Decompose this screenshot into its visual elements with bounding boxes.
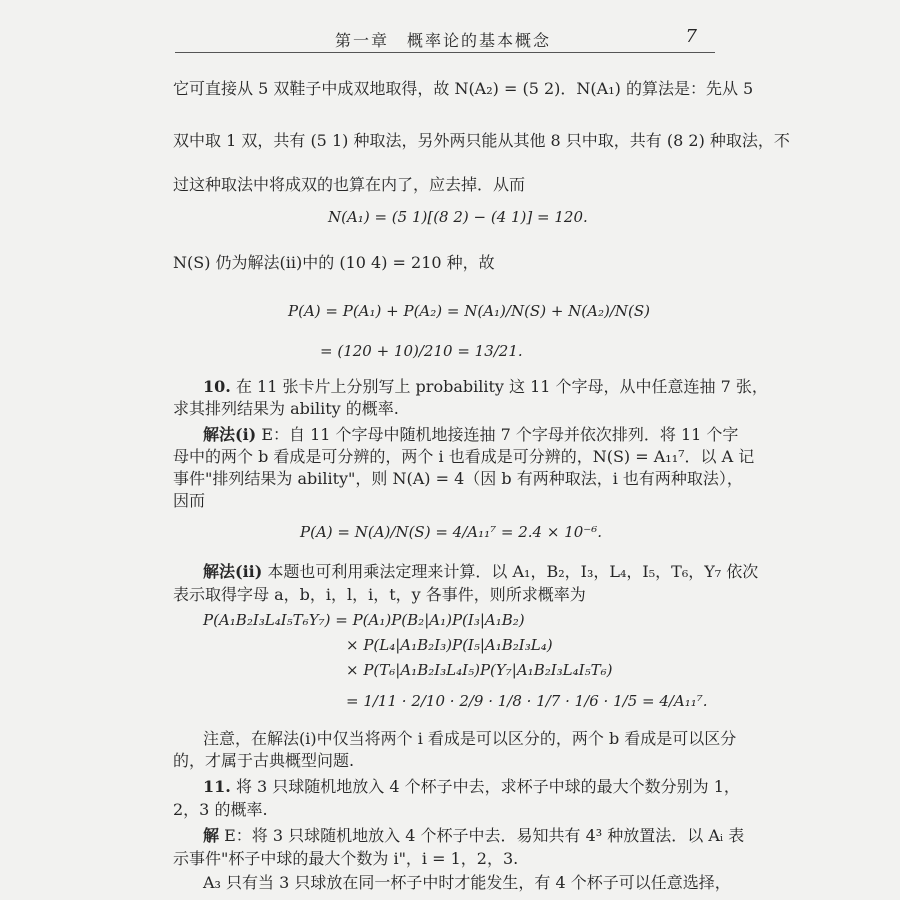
- solution-ii-eq-4: = 1/11 · 2/10 · 2/9 · 1/8 · 1/7 · 1/6 · 1/5 = 4/A₁₁⁷.: [346, 692, 708, 710]
- problem-11-line-1: [203, 776, 740, 798]
- solution-i-equation: P(A) = N(A)/N(S) = 4/A₁₁⁷ = 2.4 × 10⁻⁶.: [300, 523, 602, 541]
- solution-ii-eq-3: × P(T₆|A₁B₂I₃L₄I₅)P(Y₇|A₁B₂I₃L₄I₅T₆): [346, 661, 613, 679]
- solution-11-line-1: [203, 825, 744, 847]
- solution-ii-label: 解法(ii): [203, 562, 263, 581]
- solution-i-line-1: [203, 424, 738, 446]
- solution-ii-text: 本题也可利用乘法定理来计算．以 A₁，B₂，I₃，L₄，I₅，T₆，Y₇ 依次: [267, 562, 759, 581]
- solution-ii-eq-2: × P(L₄|A₁B₂I₃)P(I₅|A₁B₂I₃L₄): [346, 636, 553, 654]
- equation-n-a1: N(A₁) = (5 1)[(8 2) − (4 1)] = 120.: [328, 208, 588, 226]
- problem-11-line-2: 2，3 的概率.: [173, 800, 268, 819]
- n-s-line: N(S) 仍为解法(ii)中的 (10 4) = 210 种，故: [173, 253, 495, 272]
- solution-11-line-2: 示事件"杯子中球的最大个数为 i"，i = 1，2，3.: [173, 849, 519, 868]
- solution-i-text: E：自 11 个字母中随机地接连抽 7 个字母并依次排列．将 11 个字: [261, 425, 739, 444]
- header-rule: [175, 52, 715, 53]
- equation-p-a-2: = (120 + 10)/210 = 13/21.: [320, 342, 523, 360]
- solution-i-line-2: 母中的两个 b 看成是可分辨的，两个 i 也看成是可分辨的，N(S) = A₁₁⁷．以 A 记: [173, 447, 755, 466]
- problem-10-line-2: 求其排列结果为 ability 的概率.: [173, 399, 399, 418]
- solution-ii-line-1: [203, 561, 758, 583]
- problem-10-number: 10.: [203, 377, 231, 396]
- problem-11-number: 11.: [203, 777, 231, 796]
- paragraph-1-line-1: 它可直接从 5 双鞋子中成双地取得，故 N(A₂) = (5 2)．N(A₁) 的算法是：先从 5: [173, 79, 754, 98]
- problem-11-text: 将 3 只球随机地放入 4 个杯子中去，求杯子中球的最大个数分别为 1，: [235, 777, 740, 796]
- solution-11-line-3: A₃ 只有当 3 只球放在同一杯子中时才能发生，有 4 个杯子可以任意选择，: [203, 873, 731, 892]
- solution-i-line-4: 因而: [173, 491, 206, 510]
- paragraph-1-line-3: 过这种取法中将成双的也算在内了，应去掉．从而: [173, 175, 526, 194]
- note-line-2: 的，才属于古典概型问题.: [173, 751, 355, 770]
- page-number: 7: [685, 26, 697, 47]
- equation-p-a-1: P(A) = P(A₁) + P(A₂) = N(A₁)/N(S) + N(A₂)/N(S): [288, 302, 650, 320]
- solution-i-label: 解法(i): [203, 425, 257, 444]
- paragraph-1-line-2: 双中取 1 双，共有 (5 1) 种取法，另外两只能从其他 8 只中取，共有 (8 2) 种取法，不: [173, 131, 790, 150]
- problem-10-line-1: [203, 376, 768, 398]
- chapter-title: 第一章 概率论的基本概念: [335, 31, 552, 50]
- solution-11-text: E：将 3 只球随机地放入 4 个杯子中去．易知共有 4³ 种放置法．以 Aᵢ 表: [224, 826, 745, 845]
- solution-i-line-3: 事件"排列结果为 ability"，则 N(A) = 4（因 b 有两种取法，i 也有两种取法），: [173, 469, 743, 488]
- solution-ii-eq-1: P(A₁B₂I₃L₄I₅T₆Y₇) = P(A₁)P(B₂|A₁)P(I₃|A₁B₂): [203, 611, 525, 629]
- page-header: [175, 22, 715, 52]
- note-line-1: 注意，在解法(i)中仅当将两个 i 看成是可以区分的，两个 b 看成是可以区分: [203, 729, 737, 748]
- problem-10-text: 在 11 张卡片上分别写上 probability 这 11 个字母，从中任意连抽 7 张，: [235, 377, 768, 396]
- solution-11-label: 解: [203, 826, 220, 845]
- solution-ii-line-2: 表示取得字母 a，b，i，l，i，t，y 各事件，则所求概率为: [173, 585, 586, 604]
